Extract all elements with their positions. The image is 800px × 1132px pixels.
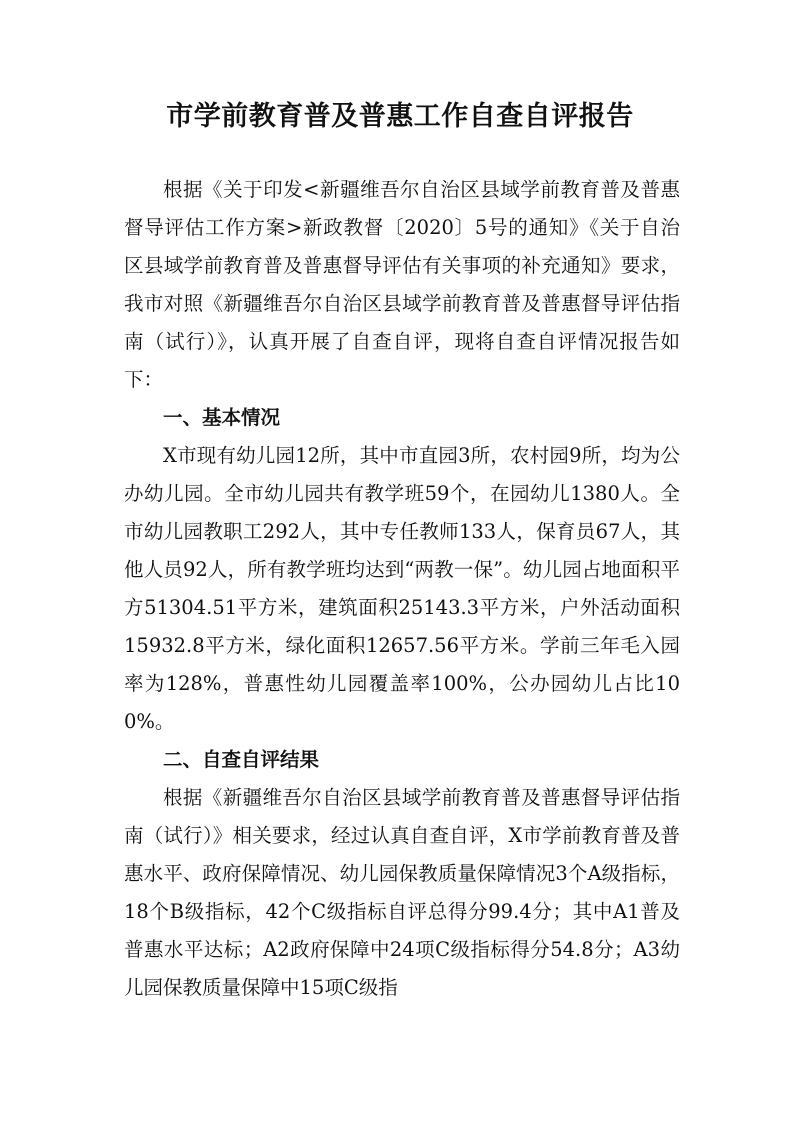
document-title: 市学前教育普及普惠工作自查自评报告 (166, 101, 634, 132)
section-2-paragraph: 根据《新疆维吾尔自治区县域学前教育普及普惠督导评估指南（试行）》相关要求，经过认真自查自评，X市学前教育普及普惠水平、政府保障情况、幼儿园保教质量保障情况3个A级指标，18个B级指标，42个C级指标自评总得分99.4分；其中A1普及普惠水平达标；A2政府保障中24项C级指标得分54.8分；A3幼儿园保教质量保障中15项C级指 (124, 786, 680, 999)
section-1-heading: 一、基本情况 (163, 406, 281, 429)
section-1-paragraph: X市现有幼儿园12所，其中市直园3所，农村园9所，均为公办幼儿园。全市幼儿园共有教学班59个，在园幼儿1380人。全市幼儿园教职工292人，其中专任教师133人，保育员67人，其他人员92人，所有教学班均达到“两教一保”。幼儿园占地面积平方51304.51平方米，建筑面积25143.3平方米，户外活动面积15932.8平方米，绿化面积12657.56平方米。学前三年毛入园率为128%，普惠性幼儿园覆盖率100%，公办园幼儿占比100%。 (124, 444, 680, 733)
section-2-heading: 二、自查自评结果 (163, 748, 320, 771)
document-body (124, 171, 680, 1007)
intro-paragraph: 根据《关于印发<新疆维吾尔自治区县域学前教育普及普惠督导评估工作方案>新政教督〔2020〕5号的通知》《关于自治区县域学前教育普及普惠督导评估有关事项的补充通知》要求，我市对照《新疆维吾尔自治区县域学前教育普及普惠督导评估指南（试行）》，认真开展了自查自评，现将自查自评情况报告如下： (124, 178, 680, 391)
